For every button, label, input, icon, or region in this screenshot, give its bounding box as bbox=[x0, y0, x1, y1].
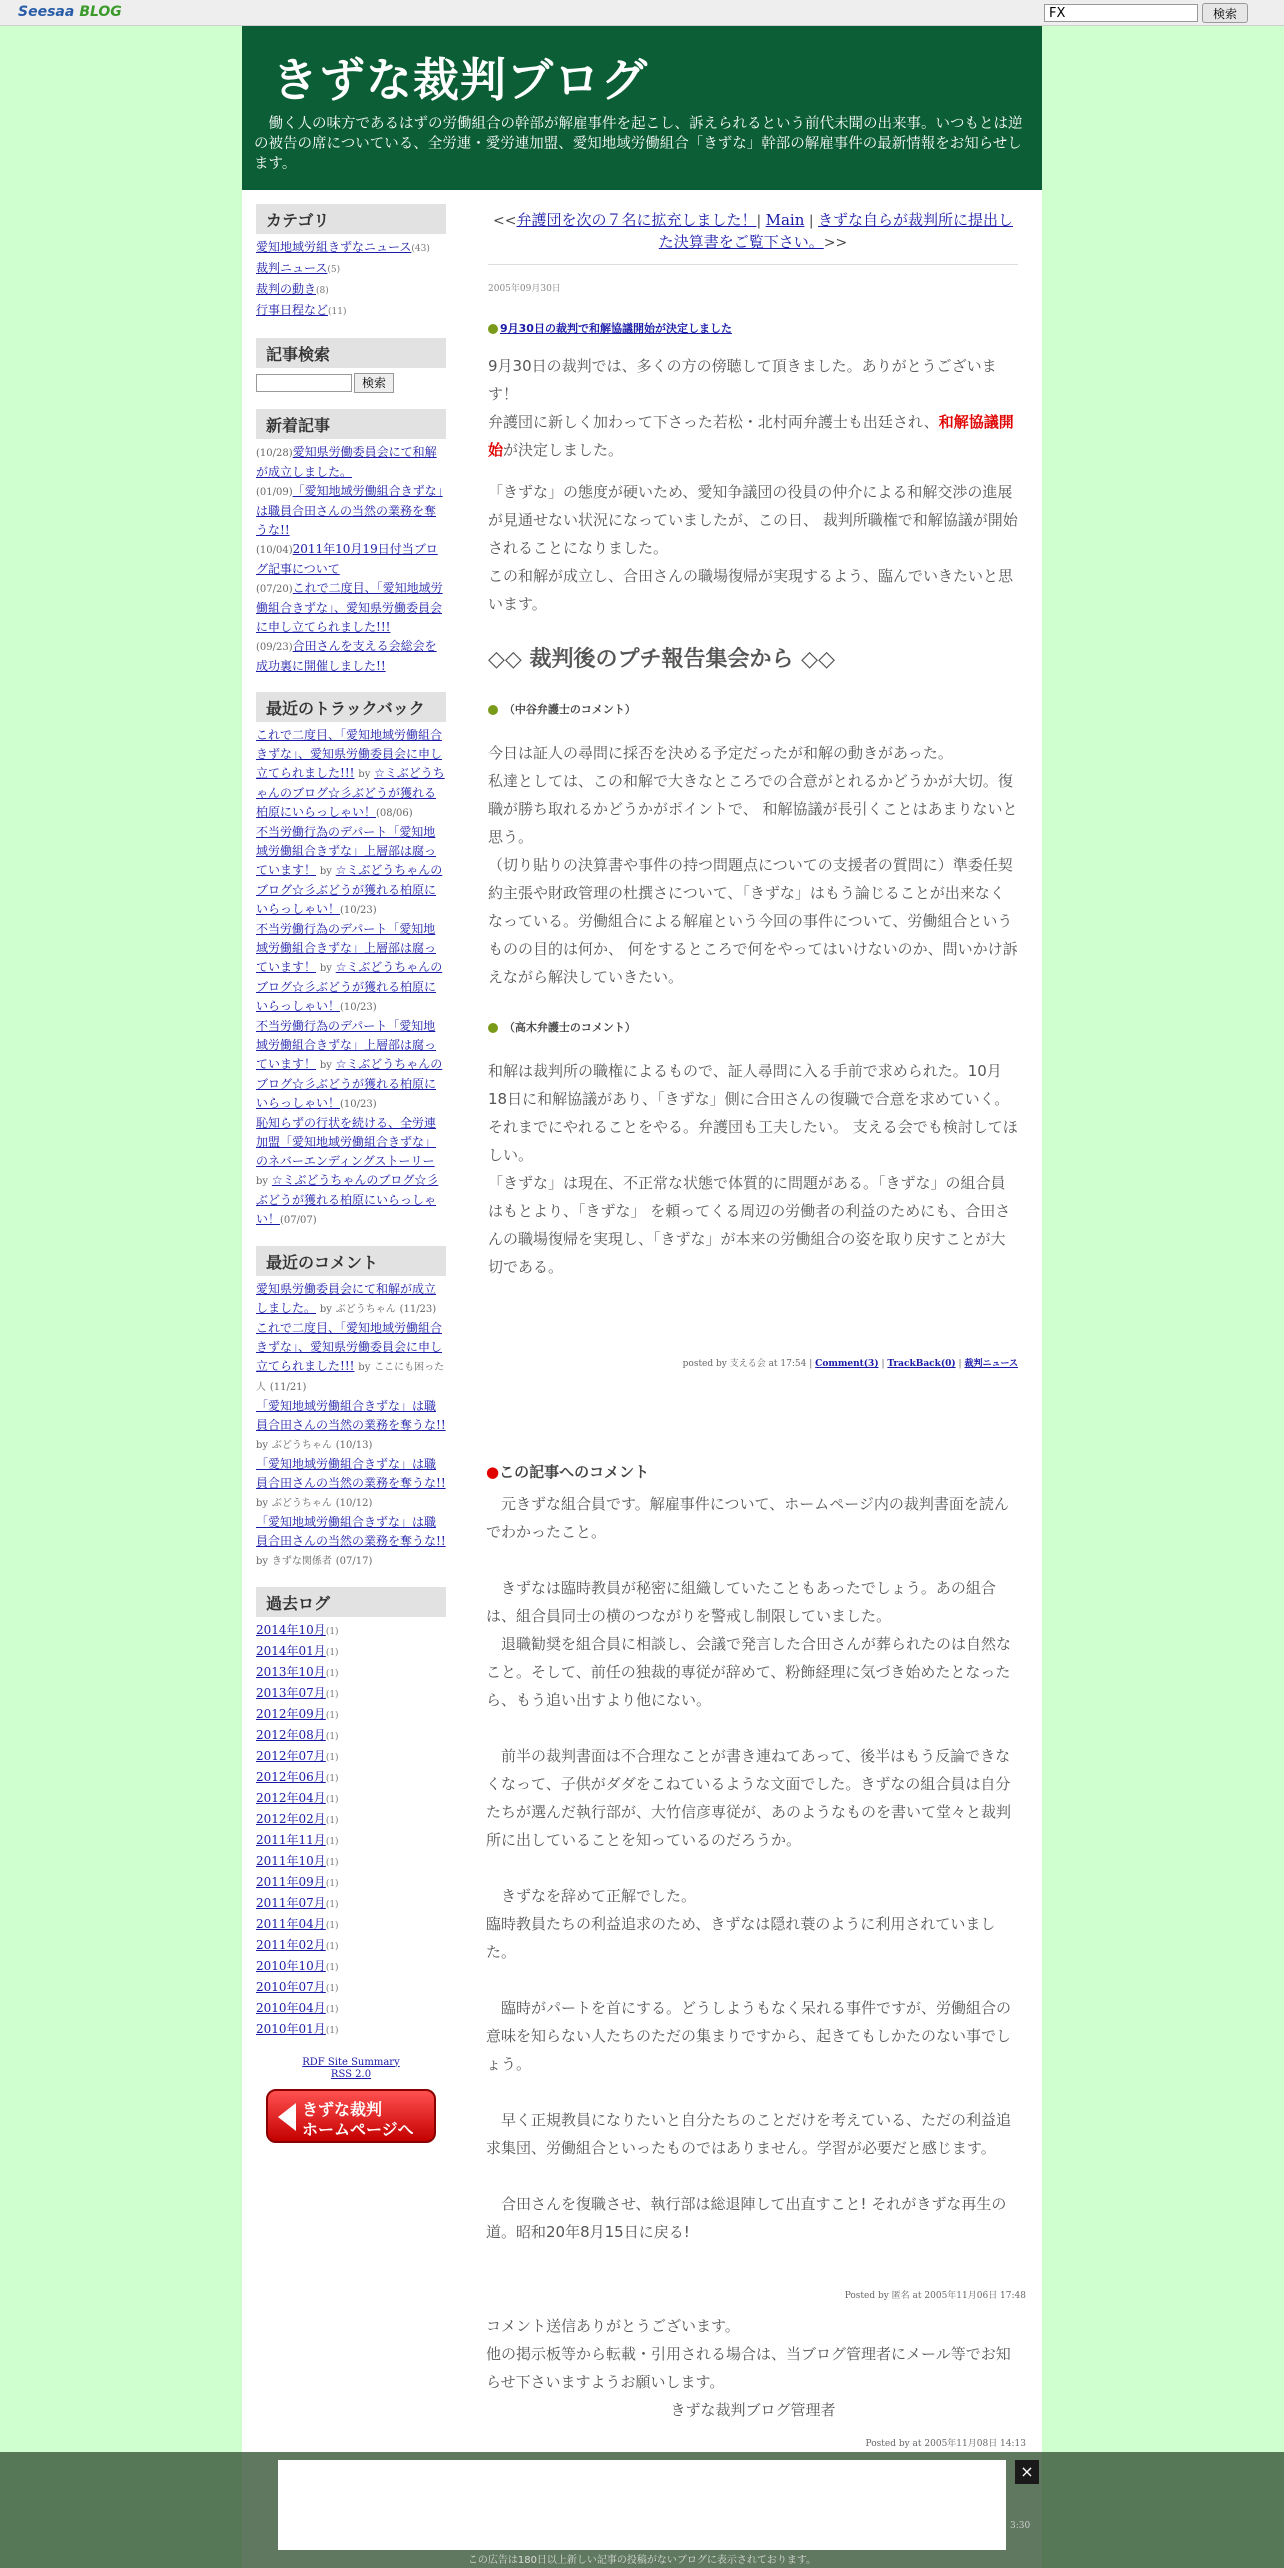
recent-comment-link[interactable]: 「愛知地域労働組合きずな」は職員合田さんの当然の業務を奪うな!! bbox=[256, 1514, 446, 1548]
recent-comment-author: ぶどうちゃん bbox=[271, 1439, 332, 1451]
trackback-date: (10/23) bbox=[340, 1001, 377, 1013]
recent-post-link[interactable]: 合田さんを支える会総会を成功裏に開催しました!! bbox=[256, 638, 437, 673]
archive-count: (1) bbox=[325, 1752, 339, 1763]
top-bar bbox=[0, 0, 1284, 26]
banner-line1: きずな裁判 bbox=[302, 2099, 383, 2119]
subheading-text: （高木弁護士のコメント） bbox=[503, 1021, 636, 1034]
archive-count: (1) bbox=[325, 1731, 339, 1742]
recent-post-link[interactable]: 愛知県労働委員会にて和解が成立しました。 bbox=[256, 444, 437, 479]
archive-link[interactable]: 2012年09月 bbox=[256, 1706, 326, 1721]
recent-comment-item bbox=[256, 1280, 446, 1319]
archive-item bbox=[256, 1684, 446, 1705]
entry-paragraph: （切り貼りの決算書や事件の持つ問題点についての支援者の質問に）準委任契約主張や財政管理の杜撰さについて、「きずな」はもう論じることが出来なくなっている。労働組合による解雇という今回の事件について、労働組合というものの目的は何か、 何をするところで何をやってはいけないのか、問いかけ訴えながら解決していきたい。 bbox=[488, 856, 1018, 986]
homepage-banner-button[interactable] bbox=[266, 2089, 436, 2143]
category-count: (11) bbox=[328, 307, 347, 317]
archive-count: (1) bbox=[325, 1773, 339, 1784]
archive-count: (1) bbox=[325, 1794, 339, 1805]
archive-link[interactable]: 2010年01月 bbox=[256, 2021, 326, 2036]
category-footer-link[interactable]: 裁判ニュース bbox=[964, 1359, 1018, 1369]
comments-heading-text: この記事へのコメント bbox=[499, 1463, 650, 1481]
trackback-by: by bbox=[358, 768, 371, 780]
comment-count-link[interactable]: Comment(3) bbox=[815, 1359, 879, 1369]
archive-count: (1) bbox=[325, 1626, 339, 1637]
recent-comment-date: (11/23) bbox=[399, 1303, 437, 1315]
comment-body bbox=[486, 2312, 1020, 2424]
side-search-input[interactable] bbox=[256, 374, 352, 392]
archive-link[interactable]: 2012年06月 bbox=[256, 1769, 326, 1784]
recent-posts-heading: 新着記事 bbox=[256, 409, 446, 439]
recent-post-date: (09/23) bbox=[256, 641, 293, 653]
sidebar bbox=[256, 204, 446, 2143]
comment-paragraph: 元きずな組合員です。解雇事件について、ホームページ内の裁判書面を読んでわかったこと。 bbox=[486, 1495, 1009, 1541]
search-section bbox=[256, 338, 446, 393]
category-link[interactable]: 愛知地域労組きずなニュース bbox=[256, 240, 412, 254]
comments-heading bbox=[486, 1461, 649, 1482]
highlight-text: 和解協議開始 bbox=[488, 413, 1014, 459]
entry-paragraph: 9月30日の裁判では、多くの方の傍聴して頂きました。ありがとうございます！ bbox=[488, 357, 997, 403]
trackback-by: by bbox=[256, 1175, 269, 1187]
category-link[interactable]: 行事日程など bbox=[256, 303, 329, 317]
trackback-count-link[interactable]: TrackBack(0) bbox=[887, 1359, 956, 1369]
category-count: (8) bbox=[316, 286, 329, 296]
archive-item bbox=[256, 1852, 446, 1873]
trackback-item bbox=[256, 726, 446, 823]
section-heading: ◇◇ 裁判後のプチ報告集会から ◇◇ bbox=[488, 647, 835, 672]
archive-item bbox=[256, 1621, 446, 1642]
archive-link[interactable]: 2010年07月 bbox=[256, 1979, 326, 1994]
trackback-date: (07/07) bbox=[280, 1214, 317, 1226]
category-link[interactable]: 裁判の動き bbox=[256, 282, 317, 296]
recent-post-date: (10/28) bbox=[256, 447, 293, 459]
archive-count: (1) bbox=[325, 2025, 339, 2036]
recent-comment-date: (10/13) bbox=[335, 1439, 373, 1451]
archive-section bbox=[256, 1587, 446, 2041]
archive-item bbox=[256, 1831, 446, 1852]
archive-count: (1) bbox=[325, 1815, 339, 1826]
trackback-link[interactable]: これで二度目、「愛知地域労働組合きずな」、愛知県労働委員会に申し立てられました!!! bbox=[256, 727, 443, 780]
archive-item bbox=[256, 1957, 446, 1978]
entry-paragraph: 「きずな」の態度が硬いため、愛知争議団の役員の仲介による和解交渉の進展が見通せない状況になっていましたが、この日、 裁判所職権で和解協議が開始されることになりました。 bbox=[488, 483, 1018, 557]
entry-body bbox=[488, 352, 1018, 1281]
recent-comment-author: きずな関係者 bbox=[271, 1555, 332, 1567]
archive-item bbox=[256, 1705, 446, 1726]
archive-link[interactable]: 2014年01月 bbox=[256, 1643, 326, 1658]
recent-post-item bbox=[256, 579, 446, 637]
prev-entry-link[interactable]: 弁護団を次の７名に拡充しました！ bbox=[516, 211, 757, 229]
recent-comment-link[interactable]: 「愛知地域労働組合きずな」は職員合田さんの当然の業務を奪うな!! bbox=[256, 1456, 446, 1490]
archive-item bbox=[256, 1915, 446, 1936]
archive-count: (1) bbox=[325, 1836, 339, 1847]
recent-comment-link[interactable]: 愛知県労働委員会にて和解が成立しました。 bbox=[256, 1281, 437, 1315]
blog-title[interactable]: きずな裁判ブログ bbox=[272, 53, 648, 107]
category-heading: カテゴリ bbox=[256, 204, 446, 234]
comment-paragraph: 前半の裁判書面は不合理なことが書き連ねてあって、後半はもう反論できなくなって、子供がダダをこねているような文面でした。きずなの組合員は自分たちが選んだ執行部が、大竹信彦専従が、あのようなものを書いて堂々と裁判所に出していることを知っているのだろうか。 bbox=[486, 1747, 1012, 1849]
category-item bbox=[256, 301, 446, 322]
entry-title bbox=[488, 320, 1018, 336]
trackback-source-link[interactable]: ☆ミぶどうちゃんのブログ☆彡ぶどうが獲れる柏原にいらっしゃい！ bbox=[256, 1056, 443, 1110]
recent-comments-heading: 最近のコメント bbox=[256, 1246, 446, 1276]
category-count: (5) bbox=[327, 265, 341, 275]
recent-comment-by: by bbox=[319, 1303, 332, 1315]
comment-paragraph: きずな裁判ブログ管理者 bbox=[670, 2401, 836, 2419]
trackback-date: (10/23) bbox=[340, 1098, 377, 1110]
recent-comment-by: by bbox=[256, 1497, 269, 1509]
comment-subheading bbox=[488, 1019, 1018, 1035]
recent-comment-by: by bbox=[358, 1361, 371, 1373]
trackback-item bbox=[256, 920, 446, 1017]
archive-count: (1) bbox=[325, 1647, 339, 1658]
comment-body bbox=[486, 1490, 1020, 2246]
side-search-button[interactable]: 検索 bbox=[354, 373, 394, 393]
recent-comment-date: (07/17) bbox=[335, 1555, 373, 1567]
recent-comments-list bbox=[256, 1280, 446, 1571]
entry-paragraph: 和解は裁判所の職権によるもので、証人尋問に入る手前で求められた。10月18日に和解協議があり、「きずな」側に合田さんの復職で合意を求めていく。それまでにやれることをやる。弁護団も工夫したい。 支える会でも検討してほしい。 bbox=[488, 1062, 1018, 1164]
recent-comment-link[interactable]: 「愛知地域労働組合きずな」は職員合田さんの当然の業務を奪うな!! bbox=[256, 1398, 446, 1432]
entry-text: が決定しました。 bbox=[503, 441, 624, 459]
comment-paragraph: 臨時教員たちの利益追求のため、きずなは隠れ蓑のように利用されていました。 bbox=[486, 1915, 996, 1961]
archive-item bbox=[256, 2020, 446, 2041]
entry-title-link[interactable]: 9月30日の裁判で和解協議開始が決定しました bbox=[500, 322, 732, 335]
bullet-icon bbox=[488, 1023, 498, 1033]
left-arrow-icon bbox=[278, 2103, 296, 2131]
bullet-icon bbox=[488, 705, 498, 715]
archive-item bbox=[256, 1999, 446, 2020]
trackback-by: by bbox=[319, 865, 332, 877]
category-count: (43) bbox=[411, 244, 430, 254]
nav-separator: | bbox=[756, 213, 762, 229]
archive-link[interactable]: 2012年08月 bbox=[256, 1727, 326, 1742]
trackback-by: by bbox=[319, 962, 332, 974]
recent-post-item bbox=[256, 637, 446, 676]
comment-paragraph: 合田さんを復職させ、執行部は総退陣して出直すこと! それがきずな再生の道。昭和20年8月15日に戻る! bbox=[486, 2195, 1007, 2241]
side-search-form bbox=[256, 372, 446, 393]
blog-description: 働く人の味方であるはずの労働組合の幹部が解雇事件を起こし、訴えられるという前代未聞の出来事。いつもとは逆の被告の席についている、全労連・愛労連加盟、愛知地域労働組合「きずな」幹部の解雇事件の最新情報をお知らせします。 bbox=[254, 116, 1023, 172]
blog-header bbox=[242, 26, 1042, 190]
archive-count: (1) bbox=[325, 1689, 339, 1700]
archive-heading: 過去ログ bbox=[256, 1587, 446, 1617]
recent-post-date: (01/09) bbox=[256, 486, 293, 498]
archive-count: (1) bbox=[325, 1962, 339, 1973]
trackback-item bbox=[256, 1114, 446, 1230]
category-item bbox=[256, 280, 446, 301]
trackback-item bbox=[256, 1017, 446, 1114]
bullet-icon bbox=[488, 324, 498, 334]
recent-posts-section bbox=[256, 409, 446, 676]
archive-count: (1) bbox=[325, 1941, 339, 1952]
archive-link[interactable]: 2011年11月 bbox=[256, 1832, 326, 1847]
page-container bbox=[242, 26, 1042, 2568]
entry-paragraph: 「きずな」は現在、不正常な状態で体質的に問題がある。「きずな」の組合員はもとより、「きずな」 を頼ってくる周辺の労働者の利益のためにも、合田さんの職場復帰を実現し、「きずな」が本来の労働組合の姿を取り戻すことが大切である。 bbox=[488, 1174, 1011, 1276]
recent-post-link[interactable]: 「愛知地域労働組合きずな」は職員合田さんの当然の業務を奪うな!! bbox=[256, 483, 443, 537]
trackback-list bbox=[256, 726, 446, 1230]
archive-link[interactable]: 2012年02月 bbox=[256, 1811, 326, 1826]
comment-paragraph: 他の掲示板等から転載・引用される場合は、当ブログ管理者にメール等でお知らせ下さいますようお願いします。 bbox=[486, 2345, 1011, 2391]
archive-count: (1) bbox=[325, 1899, 339, 1910]
archive-count: (1) bbox=[325, 2004, 339, 2015]
archive-item bbox=[256, 1663, 446, 1684]
archive-item bbox=[256, 1936, 446, 1957]
seesaa-logo[interactable] bbox=[18, 4, 122, 20]
recent-comment-date: (10/12) bbox=[335, 1497, 373, 1509]
trackback-date: (08/06) bbox=[376, 807, 413, 819]
archive-item bbox=[256, 1894, 446, 1915]
category-link[interactable]: 裁判ニュース bbox=[256, 261, 328, 275]
entry-navigation bbox=[488, 210, 1018, 265]
comment-subheading bbox=[488, 701, 1018, 717]
recent-comment-item bbox=[256, 1513, 446, 1571]
recent-posts-list bbox=[256, 443, 446, 676]
trackback-source-link[interactable]: ☆ミぶどうちゃんのブログ☆彡ぶどうが獲れる柏原にいらっしゃい！ bbox=[256, 959, 443, 1013]
nav-separator: | bbox=[808, 213, 814, 229]
banner-line2: ホームページへ bbox=[302, 2119, 414, 2139]
trackback-source-link[interactable]: ☆ミぶどうちゃんのブログ☆彡ぶどうが獲れる柏原にいらっしゃい！ bbox=[256, 1172, 439, 1226]
red-bullet-icon: ● bbox=[486, 1463, 500, 1481]
ad-banner[interactable] bbox=[278, 2460, 1006, 2550]
recent-comment-author: ぶどうちゃん bbox=[335, 1303, 396, 1315]
comment-paragraph: 臨時がパートを首にする。どうしようもなく呆れる事件ですが、労働組合の意味を知らない人たちのただの集まりですから、起きてもしかたのない事でしょう。 bbox=[486, 1999, 1012, 2073]
main-link[interactable]: Main bbox=[765, 211, 805, 229]
recent-comment-author: ここにも困った人 bbox=[256, 1361, 445, 1393]
archive-link[interactable]: 2011年07月 bbox=[256, 1895, 326, 1910]
trackback-link[interactable]: 恥知らずの行状を続ける、全労連加盟「愛知地域労働組合きずな」のネバーエンディングストーリー bbox=[256, 1115, 437, 1168]
posted-by: posted by 支える会 at 17:54 bbox=[682, 1359, 807, 1369]
recent-comments-section bbox=[256, 1246, 446, 1571]
comment-meta: Posted by 匿名 at 2005年11月06日 17:48 bbox=[844, 2291, 1026, 2301]
archive-item bbox=[256, 1642, 446, 1663]
archive-item bbox=[256, 1810, 446, 1831]
archive-count: (1) bbox=[325, 1878, 339, 1889]
next-marker: >> bbox=[823, 235, 848, 251]
recent-comment-date: (11/21) bbox=[269, 1381, 307, 1393]
entry-paragraph: 私達としては、この和解で大きなところでの合意がとれるかどうかが大切。復職が勝ち取れるかどうかがポイントで、 和解協議が長引くことはあまりないと思う。 bbox=[488, 772, 1018, 846]
archive-count: (1) bbox=[325, 1857, 339, 1868]
entry-footer bbox=[488, 1356, 1018, 1369]
trackback-link[interactable]: 不当労働行為のデパート「愛知地域労働組合きずな」上層部は腐っています！ bbox=[256, 824, 437, 877]
archive-link[interactable]: 2012年07月 bbox=[256, 1748, 326, 1763]
entry-paragraph: 今日は証人の尋問に採否を決める予定だったが和解の動きがあった。 bbox=[488, 744, 953, 762]
category-item bbox=[256, 238, 446, 259]
next-entry-link[interactable]: きずな自らが裁判所に提出した決算書をご覧下さい。 bbox=[658, 211, 1014, 251]
recent-comment-item bbox=[256, 1319, 446, 1397]
recent-post-link[interactable]: 2011年10月19日付当ブログ記事について bbox=[256, 541, 438, 576]
trackback-heading: 最近のトラックバック bbox=[256, 692, 446, 722]
recent-comment-item bbox=[256, 1455, 446, 1513]
recent-comment-link[interactable]: これで二度目、「愛知地域労働組合きずな」、愛知県労働委員会に申し立てられました!!! bbox=[256, 1320, 443, 1373]
archive-link[interactable]: 2013年07月 bbox=[256, 1685, 326, 1700]
trackback-source-link[interactable]: ☆ミぶどうちゃんのブログ☆彡ぶどうが獲れる柏原にいらっしゃい！ bbox=[256, 765, 445, 819]
category-list bbox=[256, 238, 446, 322]
recent-comment-item bbox=[256, 1397, 446, 1455]
archive-count: (1) bbox=[325, 1920, 339, 1931]
logo-text-blog: BLOG bbox=[79, 4, 122, 20]
trackback-section bbox=[256, 692, 446, 1230]
archive-link[interactable]: 2011年04月 bbox=[256, 1916, 326, 1931]
rss-link[interactable]: RSS 2.0 bbox=[330, 2068, 372, 2080]
archive-link[interactable]: 2012年04月 bbox=[256, 1790, 326, 1805]
archive-count: (1) bbox=[325, 1710, 339, 1721]
entry-paragraph: この和解が成立し、合田さんの職場復帰が実現するよう、臨んでいきたいと思います。 bbox=[488, 567, 1014, 613]
recent-post-item bbox=[256, 540, 446, 579]
archive-link[interactable]: 2011年09月 bbox=[256, 1874, 326, 1889]
ad-notice: この広告は180日以上新しい記事の投稿がないブログに表示されております。 bbox=[467, 2555, 817, 2566]
footer-separator: | bbox=[958, 1359, 962, 1369]
comment-meta: Posted by at 2005年11月08日 14:13 bbox=[865, 2439, 1026, 2449]
trackback-source-link[interactable]: ☆ミぶどうちゃんのブログ☆彡ぶどうが獲れる柏原にいらっしゃい！ bbox=[256, 862, 443, 916]
archive-item bbox=[256, 1978, 446, 1999]
prev-marker: << bbox=[492, 213, 517, 229]
archive-link[interactable]: 2010年10月 bbox=[256, 1958, 326, 1973]
entry-paragraph bbox=[488, 408, 1018, 464]
archive-link[interactable]: 2011年02月 bbox=[256, 1937, 326, 1952]
recent-post-date: (07/20) bbox=[256, 583, 293, 595]
trackback-by: by bbox=[319, 1059, 332, 1071]
ad-close-button[interactable]: × bbox=[1015, 2460, 1039, 2484]
archive-count: (1) bbox=[325, 1983, 339, 1994]
category-item bbox=[256, 259, 446, 280]
recent-post-date: (10/04) bbox=[256, 544, 293, 556]
footer-separator: | bbox=[809, 1359, 813, 1369]
trackback-link[interactable]: 不当労働行為のデパート「愛知地域労働組合きずな」上層部は腐っています！ bbox=[256, 921, 437, 974]
archive-list bbox=[256, 1621, 446, 2041]
comment-paragraph: 退職勧奨を組合員に相談し、会議で発言した合田さんが葬られたのは自然なこと。そして、前任の独裁的専従が辞めて、粉飾経理に気づき始めたとなったら、もう追い出すより他にない。 bbox=[486, 1635, 1012, 1709]
entry-text: 弁護団に新しく加わって下さった若松・北村両弁護士も出廷され、 bbox=[488, 413, 939, 431]
comment-meta-peek: 3:30 bbox=[1010, 2521, 1031, 2531]
logo-text-seesaa: Seesaa bbox=[18, 4, 75, 20]
footer-separator: | bbox=[881, 1359, 885, 1369]
main-content bbox=[488, 210, 1018, 1281]
rdf-link[interactable]: RDF Site Summary bbox=[302, 2056, 400, 2068]
recent-comment-by: by bbox=[256, 1555, 269, 1567]
recent-comment-by: by bbox=[256, 1439, 269, 1451]
archive-link[interactable]: 2011年10月 bbox=[256, 1853, 326, 1868]
comment-paragraph: コメント送信ありがとうございます。 bbox=[486, 2317, 740, 2335]
top-search-input[interactable] bbox=[1044, 4, 1198, 22]
subheading-text: （中谷弁護士のコメント） bbox=[503, 703, 636, 716]
archive-item bbox=[256, 1747, 446, 1768]
comment-paragraph: きずなは臨時教員が秘密に組織していたこともあったでしょう。あの組合は、組合員同士の横のつながりを警戒し制限していました。 bbox=[486, 1579, 996, 1625]
search-heading: 記事検索 bbox=[256, 338, 446, 368]
recent-post-link[interactable]: これで二度目、「愛知地域労働組合きずな」、愛知県労働委員会に申し立てられました!!! bbox=[256, 580, 443, 634]
recent-comment-author: ぶどうちゃん bbox=[271, 1497, 332, 1509]
archive-item bbox=[256, 1789, 446, 1810]
recent-post-item bbox=[256, 482, 446, 540]
archive-item bbox=[256, 1726, 446, 1747]
archive-link[interactable]: 2010年04月 bbox=[256, 2000, 326, 2015]
recent-post-item bbox=[256, 443, 446, 482]
comment-paragraph: きずなを辞めて正解でした。 bbox=[501, 1887, 697, 1905]
archive-item bbox=[256, 1768, 446, 1789]
comment-paragraph: 早く正規教員になりたいと自分たちのことだけを考えている、ただの利益追求集団、労働組合といったものではありません。学習が必要だと感じます。 bbox=[486, 2111, 1012, 2157]
feed-links bbox=[256, 2057, 446, 2081]
archive-item bbox=[256, 1873, 446, 1894]
trackback-item bbox=[256, 823, 446, 920]
trackback-date: (10/23) bbox=[340, 904, 377, 916]
entry-date: 2005年09月30日 bbox=[488, 284, 561, 294]
category-section bbox=[256, 204, 446, 322]
trackback-link[interactable]: 不当労働行為のデパート「愛知地域労働組合きずな」上層部は腐っています！ bbox=[256, 1018, 437, 1071]
archive-link[interactable]: 2014年10月 bbox=[256, 1622, 326, 1637]
top-search-button[interactable]: 検索 bbox=[1202, 3, 1248, 23]
archive-count: (1) bbox=[325, 1668, 339, 1679]
archive-link[interactable]: 2013年10月 bbox=[256, 1664, 326, 1679]
